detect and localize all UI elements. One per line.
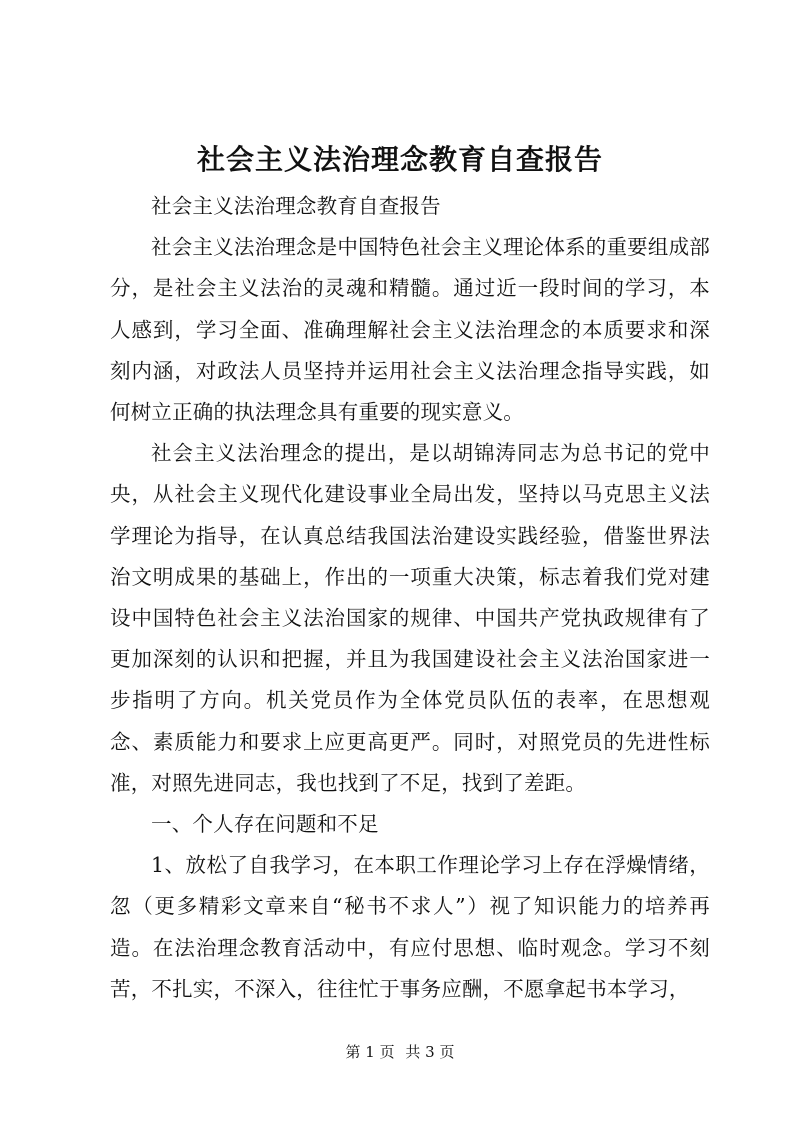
background-paragraph: 社会主义法治理念的提出，是以胡锦涛同志为总书记的党中央，从社会主义现代化建设事业全局出发，坚持以马克思主义法学理论为指导，在认真总结我国法治建设实践经验，借鉴世界法治文明成果的基础上，作出的一项重大决策，标志着我们党对建设中国特色社会主义法治国家的规律、中国共产党执政规律有了更加深刻的认识和把握，并且为我国建设社会主义法治国家进一步指明了方向。机关党员作为全体党员队伍的表率，在思想观念、素质能力和要求上应更高更严。同时，对照党员的先进性标准，对照先进同志，我也找到了不足，找到了差距。	[110, 441, 710, 795]
subtitle-paragraph: 社会主义法治理念教育自查报告	[151, 194, 441, 218]
issue-paragraph: 1、放松了自我学习，在本职工作理论学习上存在浮燥情绪，忽（更多精彩文章来自“秘书不求人”）视了知识能力的培养再造。在法治理念教育活动中，有应付思想、临时观念。学习不刻苦，不扎实，不深入，往往忙于事务应酬，不愿拿起书本学习，	[110, 853, 710, 1001]
document-body	[110, 186, 710, 1010]
page-total: 共 3 页	[405, 1043, 455, 1061]
page-footer	[0, 1042, 800, 1062]
section-heading: 一、个人存在问题和不足	[151, 812, 379, 837]
page-title: 社会主义法治理念教育自查报告	[196, 143, 603, 176]
page-number: 第 1 页	[345, 1043, 395, 1061]
intro-paragraph: 社会主义法治理念是中国特色社会主义理论体系的重要组成部分，是社会主义法治的灵魂和精髓。通过近一段时间的学习，本人感到，学习全面、准确理解社会主义法治理念的本质要求和深刻内涵，对政法人员坚持并运用社会主义法治理念指导实践，如何树立正确的执法理念具有重要的现实意义。	[110, 235, 710, 425]
